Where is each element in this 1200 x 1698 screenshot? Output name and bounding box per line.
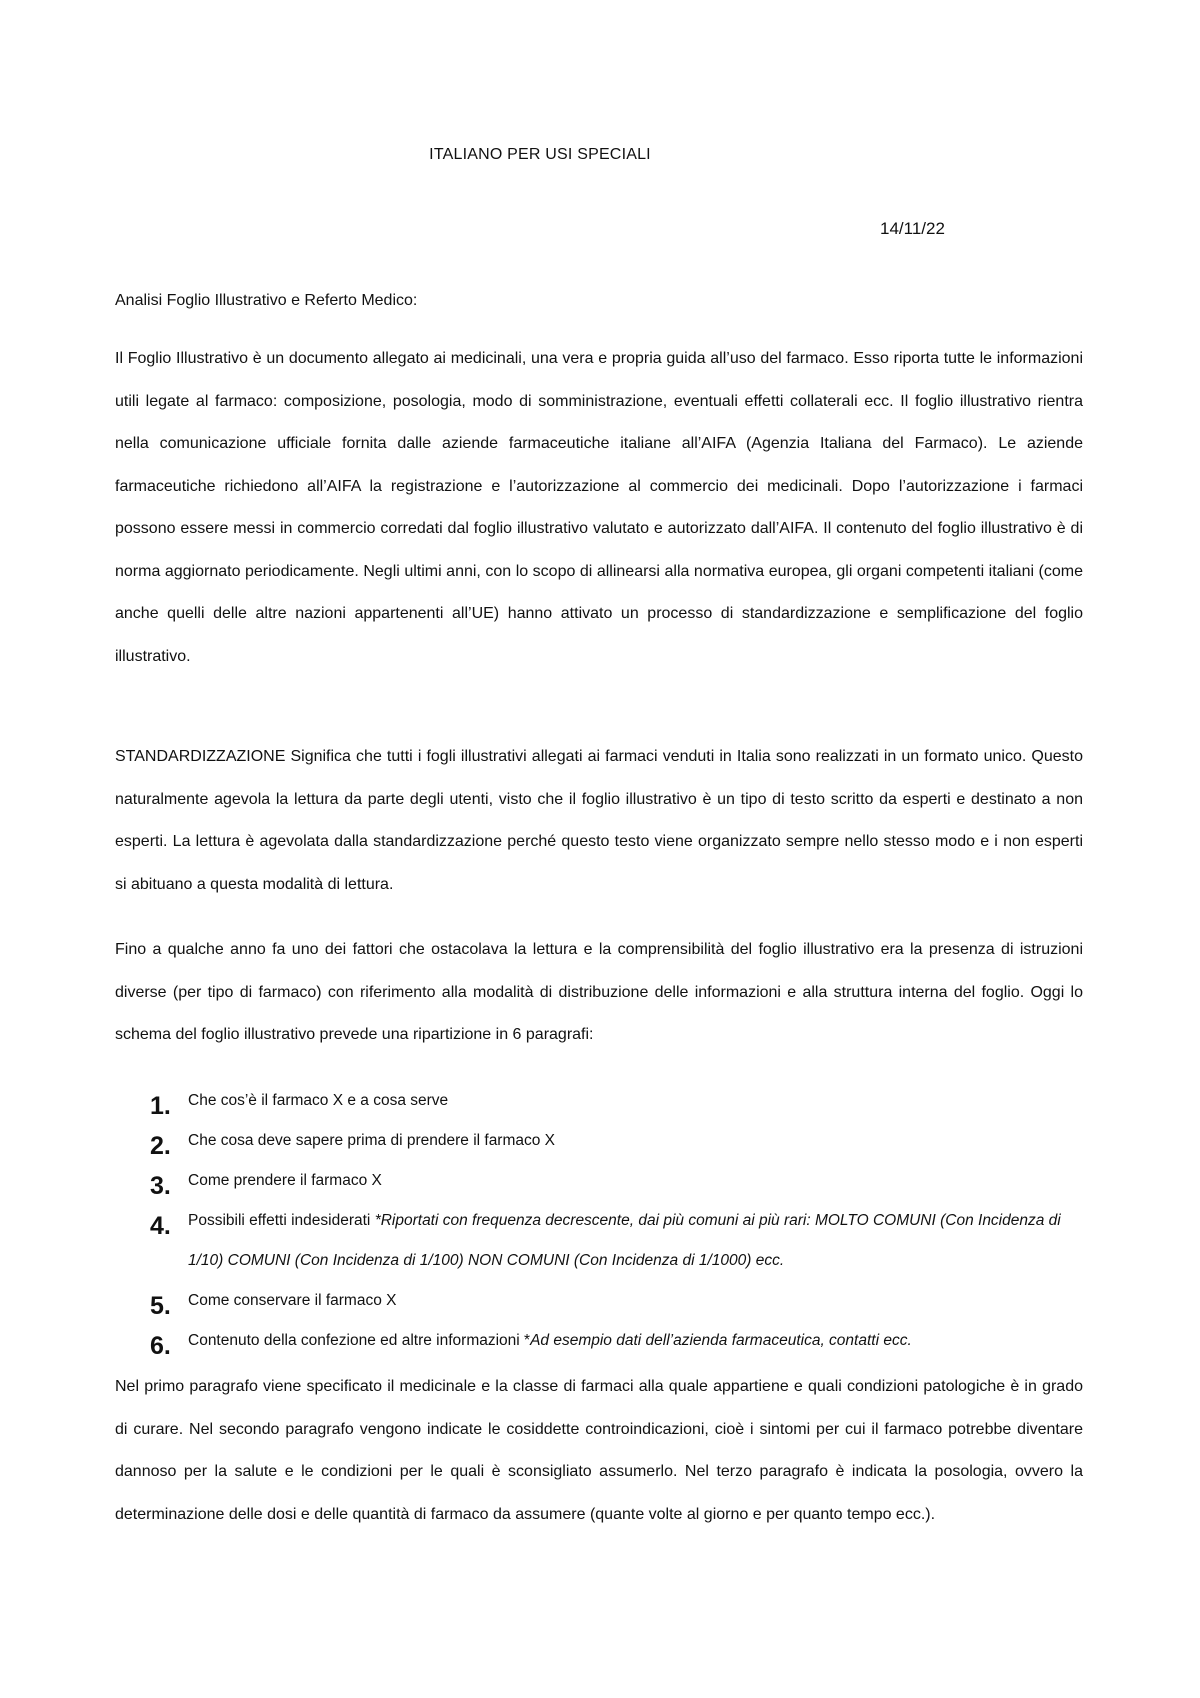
document-date: 14/11/22	[880, 219, 945, 238]
list-item-number: 1.	[150, 1092, 171, 1120]
list-item-number: 5.	[150, 1292, 171, 1320]
list-item	[150, 1121, 1085, 1161]
list-item	[150, 1081, 1085, 1121]
paragraph-struttura: Fino a qualche anno fa uno dei fattori che ostacolava la lettura e la comprensibilità del foglio illustrativo era la presenza di istruzioni diverse (per tipo di farmaco) con riferimento alla modalità di distribuzione delle informazioni e alla struttura interna del foglio. Oggi lo schema del foglio illustrativo prevede una ripartizione in 6 paragrafi:	[115, 941, 1083, 1043]
list-item	[150, 1161, 1085, 1201]
list-item-number: 2.	[150, 1132, 171, 1160]
document-subtitle: Analisi Foglio Illustrativo e Referto Medico:	[115, 292, 418, 309]
paragraph-foglio-illustrativo: Il Foglio Illustrativo è un documento allegato ai medicinali, una vera e propria guida all’uso del farmaco. Esso riporta tutte le informazioni utili legate al farmaco: composizione, posologia, modo di somministrazione, eventuali effetti collaterali ecc. Il foglio illustrativo rientra nella comunicazione ufficiale fornita dalle aziende farmaceutiche italiane all’AIFA (Agenzia Italiana del Farmaco). Le aziende farmaceutiche richiedono all’AIFA la registrazione e l’autorizzazione al commercio dei medicinali. Dopo l’autorizzazione i farmaci possono essere messi in commercio corredati dal foglio illustrativo valutato e autorizzato dall’AIFA. Il contenuto del foglio illustrativo è di norma aggiornato periodicamente. Negli ultimi anni, con lo scopo di allinearsi alla normativa europea, gli organi competenti italiani (come anche quelli delle altre nazioni appartenenti all’UE) hanno attivato un processo di standardizzazione e semplificazione del foglio illustrativo.	[115, 350, 1083, 665]
list-item-label: Contenuto della confezione ed altre informazioni *	[188, 1332, 531, 1349]
paragraph-standardizzazione: STANDARDIZZAZIONE Significa che tutti i fogli illustrativi allegati ai farmaci venduti in Italia sono realizzati in un formato unico. Questo naturalmente agevola la lettura da parte degli utenti, visto che il foglio illustrativo è un tipo di testo scritto da esperti e destinato a non esperti. La lettura è agevolata dalla standardizzazione perché questo testo viene organizzato sempre nello stesso modo e i non esperti si abituano a questa modalità di lettura.	[115, 748, 1083, 893]
list-item-label: Che cos’è il farmaco X e a cosa serve	[188, 1092, 449, 1109]
list-item-note: *Riportati con frequenza decrescente, dai più comuni ai più rari: MOLTO COMUNI (Con Incidenza di 1/10) COMUNI (Con Incidenza di 1/100) NON COMUNI (Con Incidenza di 1/1000) ecc.	[188, 1212, 1061, 1269]
list-item-label: Possibili effetti indesiderati	[188, 1212, 375, 1229]
list-item-number: 3.	[150, 1172, 171, 1200]
paragraph-list	[150, 1081, 1085, 1361]
document-title	[0, 146, 1200, 164]
list-item-number: 6.	[150, 1332, 171, 1360]
list-item-label: Che cosa deve sapere prima di prendere il farmaco X	[188, 1132, 556, 1149]
paragraph-descrizione: Nel primo paragrafo viene specificato il medicinale e la classe di farmaci alla quale appartiene e quali condizioni patologiche è in grado di curare. Nel secondo paragrafo vengono indicate le cosiddette controindicazioni, cioè i sintomi per cui il farmaco potrebbe diventare dannoso per la salute e le condizioni per le quali è sconsigliato assumerlo. Nel terzo paragrafo è indicata la posologia, ovvero la determinazione delle dosi e delle quantità di farmaco da assumere (quante volte al giorno e per quanto tempo ecc.).	[115, 1378, 1083, 1523]
list-item-number: 4.	[150, 1212, 171, 1240]
list-item-note: Ad esempio dati dell’azienda farmaceutica, contatti ecc.	[530, 1332, 912, 1349]
list-item	[150, 1321, 1085, 1361]
list-item-label: Come conservare il farmaco X	[188, 1292, 397, 1309]
list-item-label: Come prendere il farmaco X	[188, 1172, 382, 1189]
list-item	[150, 1281, 1085, 1321]
document-title-text: ITALIANO PER USI SPECIALI	[429, 146, 651, 163]
list-item	[150, 1201, 1085, 1281]
